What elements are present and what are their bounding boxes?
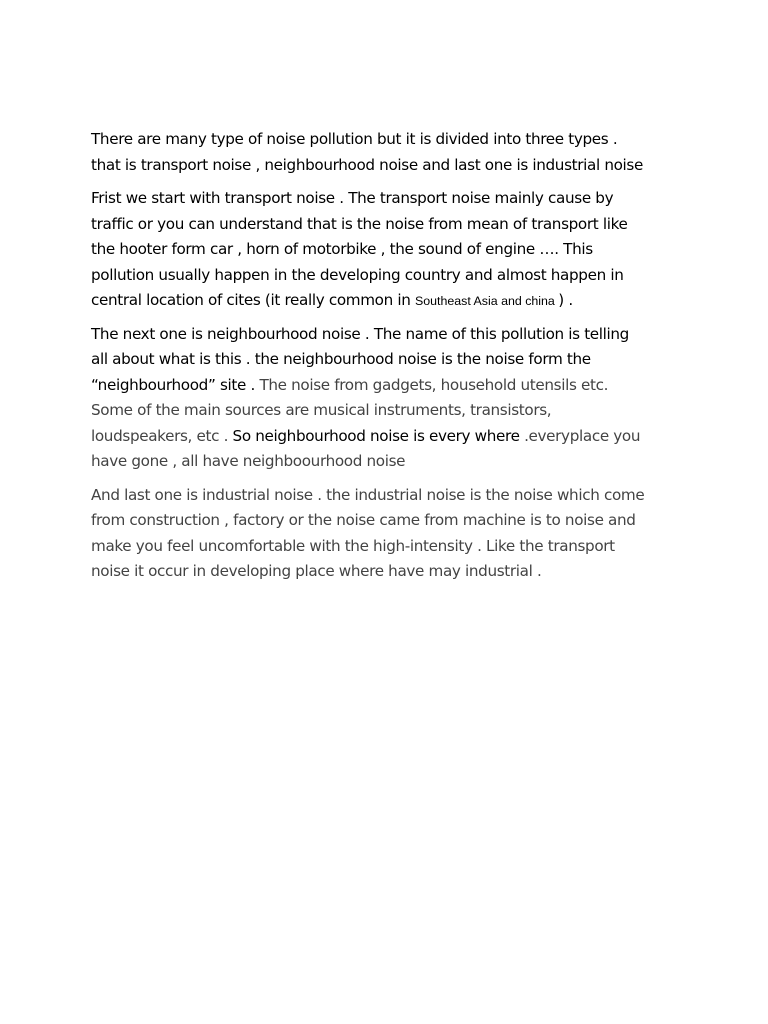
text-line bbox=[91, 534, 691, 560]
text-run: So neighbourhood noise is every where bbox=[232, 426, 525, 445]
text-run: loudspeakers, etc . bbox=[91, 426, 233, 445]
paragraph bbox=[91, 186, 691, 314]
text-line bbox=[91, 153, 691, 179]
text-line bbox=[91, 373, 691, 399]
text-line bbox=[91, 212, 691, 238]
text-run: ) . bbox=[558, 291, 573, 309]
text-run: have gone , all have neighboourhood noise bbox=[91, 452, 406, 470]
text-line bbox=[91, 449, 691, 475]
text-line bbox=[91, 288, 691, 314]
text-line bbox=[91, 483, 691, 509]
text-run: the hooter form car , horn of motorbike , the sound of engine …. This bbox=[91, 240, 593, 258]
text-run: noise it occur in developing place where have may industrial . bbox=[91, 562, 542, 580]
text-run: make you feel uncomfortable with the high-intensity . Like the transport bbox=[91, 536, 615, 555]
text-line bbox=[91, 263, 691, 289]
text-run: Some of the main sources are musical instruments, transistors, bbox=[91, 401, 552, 419]
text-run: from construction , factory or the noise came from machine is to noise and bbox=[91, 511, 636, 529]
text-line bbox=[91, 127, 691, 153]
text-line bbox=[91, 508, 691, 534]
text-run: pollution usually happen in the developing country and almost happen in bbox=[91, 265, 624, 284]
text-line bbox=[91, 424, 691, 450]
text-run: that is transport noise , neighbourhood noise and last one is industrial noise bbox=[91, 155, 643, 174]
text-line bbox=[91, 559, 691, 585]
paragraph bbox=[91, 322, 691, 475]
text-line bbox=[91, 347, 691, 373]
text-run: central location of cites (it really common in bbox=[91, 291, 415, 309]
text-run: There are many type of noise pollution but it is divided into three types . bbox=[91, 130, 618, 148]
text-line bbox=[91, 237, 691, 263]
text-run: Frist we start with transport noise . The transport noise mainly cause by bbox=[91, 189, 614, 207]
text-run: The noise from gadgets, household utensils etc. bbox=[259, 375, 609, 394]
text-line bbox=[91, 186, 691, 212]
text-line bbox=[91, 322, 691, 348]
text-run: Southeast Asia and china bbox=[414, 294, 559, 308]
text-line bbox=[91, 398, 691, 424]
paragraph bbox=[91, 483, 691, 585]
text-run: traffic or you can understand that is the noise from mean of transport like bbox=[91, 214, 628, 233]
text-run: “neighbourhood” site . bbox=[91, 375, 260, 394]
text-run: all about what is this . the neighbourhood noise is the noise form the bbox=[91, 350, 591, 368]
document-body bbox=[91, 127, 691, 593]
paragraph bbox=[91, 127, 691, 178]
text-run: .everyplace you bbox=[524, 426, 641, 445]
text-run: The next one is neighbourhood noise . The name of this pollution is telling bbox=[91, 324, 629, 343]
text-run: And last one is industrial noise . the industrial noise is the noise which come bbox=[91, 485, 645, 504]
